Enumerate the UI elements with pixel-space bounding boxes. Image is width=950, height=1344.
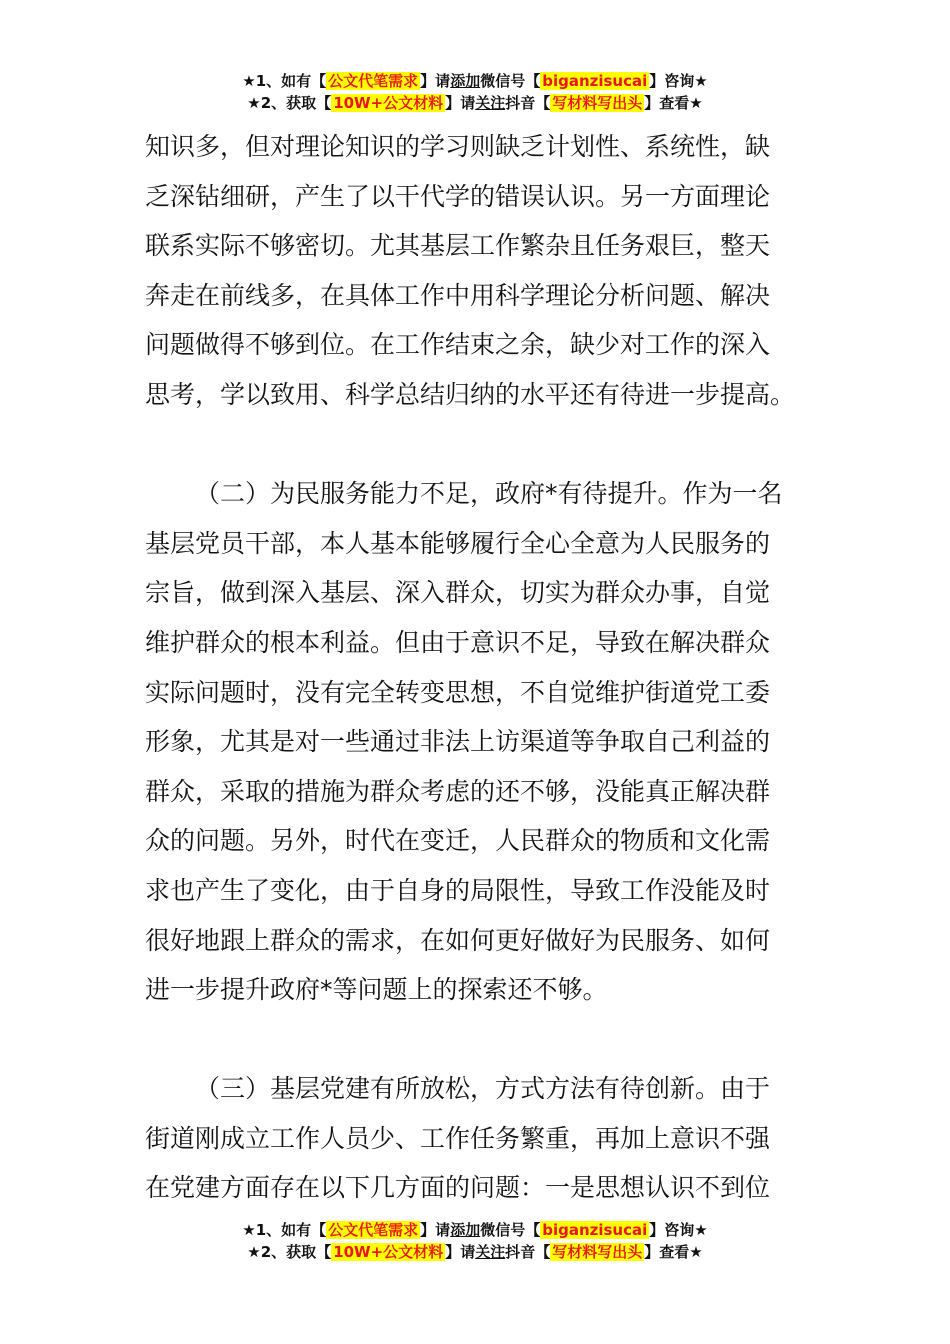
paragraph-line: 维护群众的根本利益。但由于意识不足，导致在解决群众 xyxy=(145,627,771,657)
paragraph-1 xyxy=(145,122,811,420)
paragraph-line: 进一步提升政府*等问题上的探索还不够。 xyxy=(145,975,608,1005)
paragraph-2 xyxy=(145,469,811,1015)
footer-line-2-highlight-douyin: 写材料写出头 xyxy=(552,1243,643,1261)
footer-line-1-middle-2: 微信号【 xyxy=(480,1221,541,1239)
banner-line-1-underline: 添加 xyxy=(450,72,481,90)
paragraph-line: （二）为民服务能力不足，政府*有待提升。作为一名 xyxy=(195,479,783,509)
paragraph-line: 乏深钻细研，产生了以干代学的错误认识。另一方面理论 xyxy=(145,181,771,211)
banner-line-1-highlight-wechat: biganzisucai xyxy=(542,72,648,90)
banner-line-2-underline: 关注 xyxy=(475,94,506,112)
paragraph-line: 很好地跟上群众的需求，在如何更好做好为民服务、如何 xyxy=(145,925,771,955)
banner-line-2-middle: 】请 xyxy=(445,94,476,112)
banner-line-2 xyxy=(0,92,950,114)
paragraph-line: 形象，尤其是对一些通过非法上访渠道等争取自己利益的 xyxy=(145,727,771,757)
banner-line-1-highlight-service: 公文代笔需求 xyxy=(328,72,419,90)
footer-line-2-suffix: 】查看★ xyxy=(644,1243,703,1261)
paragraph-line: 问题做得不够到位。在工作结束之余，缺少对工作的深入 xyxy=(145,330,771,360)
paragraph-line: 在党建方面存在以下几方面的问题：一是思想认识不到位 xyxy=(145,1173,771,1203)
banner-line-1 xyxy=(0,70,950,92)
header-banner xyxy=(0,70,950,114)
footer-line-2-middle: 】请 xyxy=(445,1243,476,1261)
footer-line-1-underline: 添加 xyxy=(450,1221,481,1239)
paragraph-line: 街道刚成立工作人员少、工作任务繁重，再加上意识不强 xyxy=(145,1123,771,1153)
paragraph-line: 群众，采取的措施为群众考虑的还不够，没能真正解决群 xyxy=(145,776,771,806)
footer-line-1-middle: 】请 xyxy=(420,1221,451,1239)
paragraph-line: 求也产生了变化，由于自身的局限性，导致工作没能及时 xyxy=(145,875,771,905)
paragraph-line: 思考，学以致用、科学总结归纳的水平还有待进一步提高。 xyxy=(145,379,796,409)
banner-line-2-highlight-materials: 10W+公文材料 xyxy=(333,94,444,112)
paragraph-3 xyxy=(145,1064,811,1213)
paragraph-line: 众的问题。另外，时代在变迁，人民群众的物质和文化需 xyxy=(145,826,771,856)
banner-line-2-prefix: ★2、获取【 xyxy=(247,94,332,112)
paragraph-line: 知识多，但对理论知识的学习则缺乏计划性、系统性，缺 xyxy=(145,132,771,161)
paragraph-line: 基层党员干部，本人基本能够履行全心全意为人民服务的 xyxy=(145,528,771,558)
footer-line-1 xyxy=(0,1219,950,1241)
footer-banner xyxy=(0,1219,950,1263)
paragraph-line: 宗旨，做到深入基层、深入群众，切实为群众办事，自觉 xyxy=(145,578,771,608)
paragraph-line: 联系实际不够密切。尤其基层工作繁杂且任务艰巨，整天 xyxy=(145,231,771,261)
banner-line-2-highlight-douyin: 写材料写出头 xyxy=(552,94,643,112)
footer-line-1-highlight-service: 公文代笔需求 xyxy=(328,1221,419,1239)
banner-line-1-suffix: 】咨询★ xyxy=(649,72,708,90)
footer-line-2-prefix: ★2、获取【 xyxy=(247,1243,332,1261)
footer-line-2-highlight-materials: 10W+公文材料 xyxy=(333,1243,444,1261)
banner-line-1-middle-2: 微信号【 xyxy=(480,72,541,90)
footer-line-1-highlight-wechat: biganzisucai xyxy=(542,1221,648,1239)
banner-line-2-middle-2: 抖音【 xyxy=(505,94,551,112)
footer-line-1-prefix: ★1、如有【 xyxy=(242,1221,327,1239)
paragraph-line: 实际问题时，没有完全转变思想，不自觉维护街道党工委 xyxy=(145,677,771,707)
banner-line-1-middle: 】请 xyxy=(420,72,451,90)
banner-line-2-suffix: 】查看★ xyxy=(644,94,703,112)
paragraph-line: 奔走在前线多，在具体工作中用科学理论分析问题、解决 xyxy=(145,280,771,310)
document-body xyxy=(145,122,811,1213)
footer-line-2-underline: 关注 xyxy=(475,1243,506,1261)
footer-line-2-middle-2: 抖音【 xyxy=(505,1243,551,1261)
footer-line-2 xyxy=(0,1241,950,1263)
banner-line-1-prefix: ★1、如有【 xyxy=(242,72,327,90)
footer-line-1-suffix: 】咨询★ xyxy=(649,1221,708,1239)
paragraph-line: （三）基层党建有所放松，方式方法有待创新。由于 xyxy=(195,1074,771,1104)
